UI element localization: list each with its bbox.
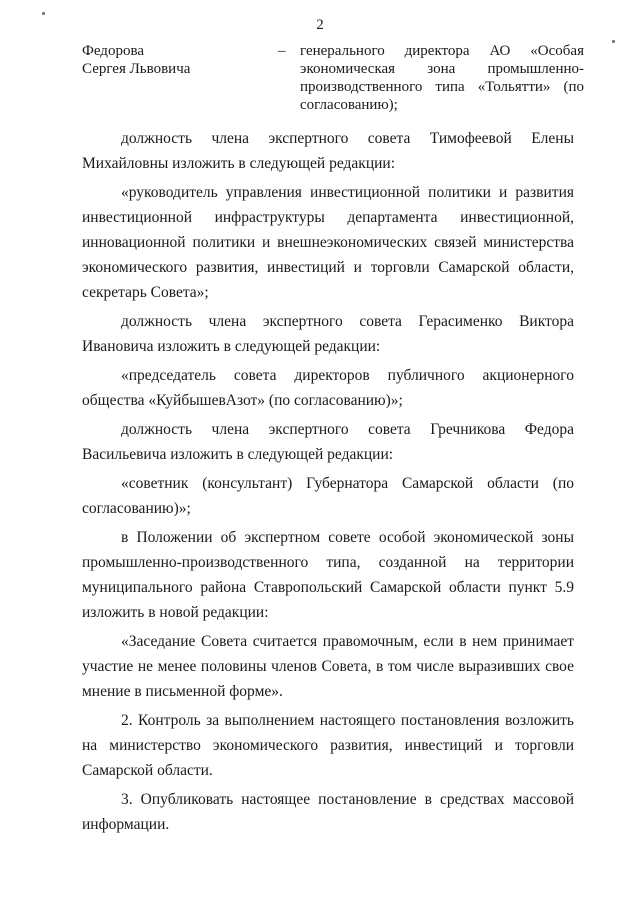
paragraph: «руководитель управления инвестиционной политики и развития инвестиционной инфраструктуры департамента инвестиционной, инновационной политики и внешнеэкономических связей министерства экономического развития, инвестиций и торговли Самарской области, секретарь Совета»; <box>82 184 574 301</box>
paragraph: «советник (консультант) Губернатора Самарской области (по согласованию)»; <box>82 475 574 517</box>
entry-dash: – <box>278 43 286 59</box>
paragraph: должность члена экспертного совета Гречникова Федора Васильевича изложить в следующей редакции: <box>82 421 574 463</box>
paragraph: «Заседание Совета считается правомочным, если в нем принимает участие не менее половины членов Совета, в том числе выразивших свое мнение в письменной форме». <box>82 633 574 700</box>
paragraph: «председатель совета директоров публичного акционерного общества «КуйбышевАзот» (по согласованию)»; <box>82 367 574 409</box>
person-name-line1: Федорова <box>82 43 144 59</box>
paragraph: 2. Контроль за выполнением настоящего постановления возложить на министерство экономического развития, инвестиций и торговли Самарской области. <box>82 712 574 779</box>
document-body <box>82 126 574 837</box>
paragraph: 3. Опубликовать настоящее постановление в средствах массовой информации. <box>82 791 574 833</box>
paragraph: должность члена экспертного совета Тимофеевой Елены Михайловны изложить в следующей редакции: <box>82 130 574 172</box>
person-position: генерального директора АО «Особая экономическая зона промышленно-производственного типа «Тольятти» (по согласованию); <box>300 43 584 113</box>
scan-speck <box>42 12 45 15</box>
paragraph: должность члена экспертного совета Герасименко Виктора Ивановича изложить в следующей редакции: <box>82 313 574 355</box>
scan-speck <box>612 40 615 43</box>
person-name <box>82 42 272 78</box>
person-name-line2: Сергея Львовича <box>82 61 191 77</box>
paragraph: в Положении об экспертном совете особой экономической зоны промышленно-производственного типа, созданной на территории муниципального района Ставропольский Самарской области пункт 5.9 изложить в новой редакции: <box>82 529 574 621</box>
page-number: 2 <box>316 17 324 33</box>
